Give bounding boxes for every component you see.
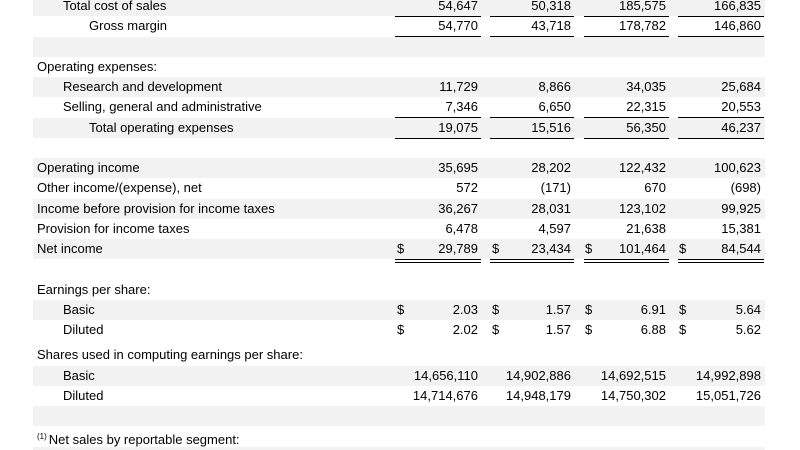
value-q-current: 2.02: [452, 322, 478, 337]
footnote-marker: (1): [37, 432, 47, 441]
row-net-income: [33, 239, 765, 259]
currency-symbol: $: [492, 241, 500, 256]
value-q-prior: 43,718: [531, 18, 571, 33]
value-ytd-prior: 146,860: [714, 18, 761, 33]
value-ytd-current: 56,350: [626, 120, 666, 135]
subtotal-rule: [584, 138, 669, 139]
row-label: Research and development: [63, 79, 222, 94]
row-label: Total operating expenses: [89, 120, 234, 135]
value-q-prior: 50,318: [531, 0, 571, 13]
row-label: Gross margin: [89, 18, 168, 33]
value-ytd-current: 14,692,515: [600, 368, 666, 383]
currency-symbol: $: [492, 322, 500, 337]
row-label: Provision for income taxes: [37, 221, 190, 236]
value-ytd-current: 14,750,302: [600, 388, 666, 403]
value-ytd-prior: (698): [730, 180, 761, 195]
value-q-prior: 14,902,886: [505, 368, 571, 383]
value-q-current: 14,714,676: [412, 388, 478, 403]
value-q-prior: 28,202: [531, 160, 571, 175]
value-ytd-prior: 5.62: [735, 322, 761, 337]
value-ytd-prior: 46,237: [721, 120, 761, 135]
value-ytd-current: 670: [644, 180, 666, 195]
currency-symbol: $: [492, 302, 500, 317]
value-q-current: 2.03: [452, 302, 478, 317]
value-q-prior: 23,434: [531, 241, 571, 256]
row-provision-income-taxes: [33, 219, 765, 239]
section-label: Operating expenses:: [37, 59, 157, 74]
footnote-label: Net sales by reportable segment:: [48, 432, 240, 447]
currency-symbol: $: [679, 322, 687, 337]
row-label: Selling, general and administrative: [63, 99, 262, 114]
row-label: Basic: [63, 368, 95, 383]
value-q-prior: (171): [540, 180, 571, 195]
value-ytd-current: 178,782: [619, 18, 666, 33]
value-q-prior: 14,948,179: [505, 388, 571, 403]
section-label: Shares used in computing earnings per share:: [37, 347, 303, 362]
value-ytd-prior: 166,835: [714, 0, 761, 13]
value-ytd-prior: 100,623: [714, 160, 761, 175]
value-ytd-current: 122,432: [619, 160, 666, 175]
value-ytd-current: 6.88: [640, 322, 666, 337]
value-ytd-prior: 5.64: [735, 302, 761, 317]
section-header-earnings-per-share: [33, 280, 765, 300]
value-q-prior: 28,031: [531, 201, 571, 216]
subtotal-rule: [678, 138, 764, 139]
value-ytd-prior: 15,381: [721, 221, 761, 236]
currency-symbol: $: [585, 241, 593, 256]
currency-symbol: $: [397, 302, 405, 317]
row-label: Net income: [37, 241, 103, 256]
value-ytd-prior: 15,051,726: [695, 388, 761, 403]
currency-symbol: $: [397, 322, 405, 337]
row-total-cost-of-sales: [33, 0, 765, 16]
value-ytd-prior: 84,544: [721, 241, 761, 256]
row-selling-general-admin: [33, 97, 765, 117]
value-ytd-prior: 25,684: [721, 79, 761, 94]
value-ytd-current: 101,464: [619, 241, 666, 256]
total-double-rule: [490, 259, 574, 263]
value-q-prior: 1.57: [545, 302, 571, 317]
currency-symbol: $: [585, 302, 593, 317]
row-eps-basic: [33, 300, 765, 320]
value-ytd-prior: 20,553: [721, 99, 761, 114]
spacer-row: [33, 37, 765, 57]
row-label: Diluted: [63, 388, 104, 403]
subtotal-rule: [490, 138, 574, 139]
row-total-operating-expenses: [33, 118, 765, 138]
total-double-rule: [584, 259, 669, 263]
value-q-prior: 8,866: [538, 79, 571, 94]
value-q-prior: 4,597: [538, 221, 571, 236]
value-q-prior: 1.57: [545, 322, 571, 337]
subtotal-rule: [395, 138, 481, 139]
row-shares-basic: [33, 366, 765, 386]
value-ytd-current: 185,575: [619, 0, 666, 13]
value-q-current: 35,695: [438, 160, 478, 175]
total-double-rule: [678, 259, 764, 263]
value-q-current: 14,656,110: [413, 368, 478, 383]
currency-symbol: $: [397, 241, 405, 256]
value-q-current: 54,770: [438, 18, 478, 33]
currency-symbol: $: [679, 302, 687, 317]
row-operating-income: [33, 158, 765, 178]
value-ytd-prior: 14,992,898: [695, 368, 761, 383]
value-q-current: 54,647: [438, 0, 478, 13]
row-label: Diluted: [63, 322, 104, 337]
row-eps-diluted: [33, 320, 765, 340]
total-double-rule: [395, 259, 481, 263]
value-ytd-current: 123,102: [619, 201, 666, 216]
spacer-row: [33, 406, 765, 426]
footnote: [33, 427, 765, 447]
value-q-current: 19,075: [438, 120, 478, 135]
row-label: Basic: [63, 302, 95, 317]
row-income-before-taxes: [33, 199, 765, 219]
section-header-operating-expenses: [33, 57, 765, 77]
value-q-current: 11,729: [439, 79, 478, 94]
section-label: Earnings per share:: [37, 282, 151, 297]
value-ytd-prior: 99,925: [721, 201, 761, 216]
row-shares-diluted: [33, 386, 765, 406]
row-label: Total cost of sales: [63, 0, 167, 13]
value-ytd-current: 21,638: [626, 221, 666, 236]
row-label: Operating income: [37, 160, 140, 175]
row-label: Income before provision for income taxes: [37, 201, 275, 216]
currency-symbol: $: [585, 322, 593, 337]
row-gross-margin: [33, 16, 765, 36]
row-label: Other income/(expense), net: [37, 180, 202, 195]
value-q-prior: 6,650: [538, 99, 571, 114]
row-research-development: [33, 77, 765, 97]
value-q-current: 6,478: [445, 221, 478, 236]
value-ytd-current: 22,315: [626, 99, 666, 114]
value-q-current: 36,267: [438, 201, 478, 216]
value-ytd-current: 6.91: [640, 302, 666, 317]
row-other-income-expense: [33, 178, 765, 198]
value-ytd-current: 34,035: [626, 79, 666, 94]
value-q-current: 7,346: [445, 99, 478, 114]
value-q-prior: 15,516: [531, 120, 571, 135]
currency-symbol: $: [679, 241, 687, 256]
section-header-shares-used: [33, 345, 765, 365]
value-q-current: 29,789: [438, 241, 478, 256]
value-q-current: 572: [456, 180, 478, 195]
